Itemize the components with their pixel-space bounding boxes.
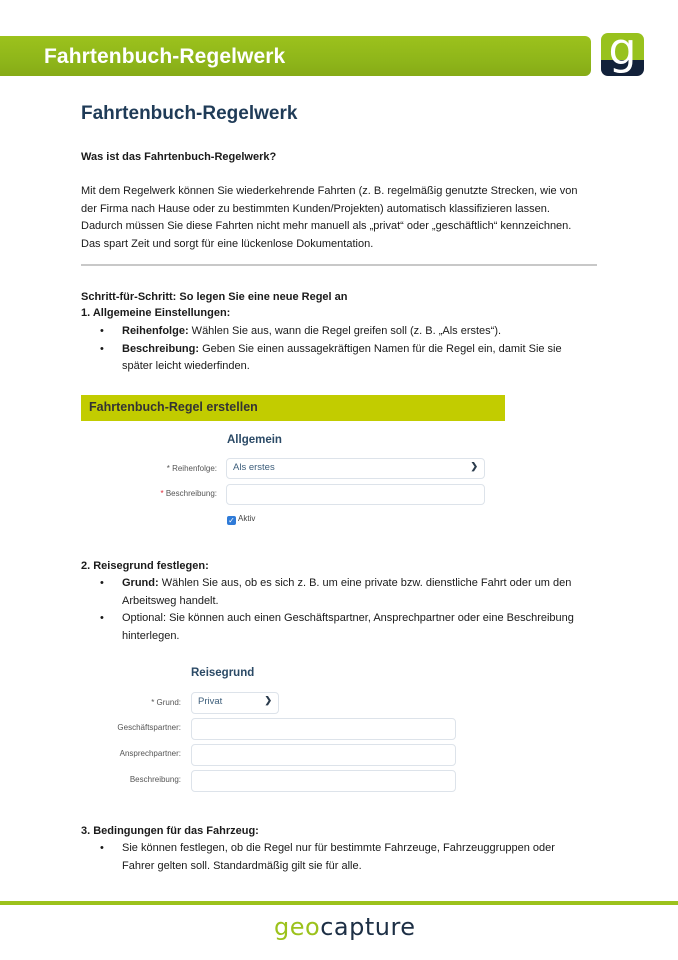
geocapture-logo: geocapture [274,913,416,941]
logo-letter: g [608,33,637,75]
list-item: • Grund: Wählen Sie aus, ob es sich z. B. um eine private bzw. dienstliche Fahrt oder um den Arbeitsweg handelt. [100,575,574,610]
chevron-down-icon: ❯ [470,461,478,471]
beschreibung-label: * Beschreibung: [160,489,217,498]
geschaeftspartner-label: Geschäftspartner: [117,723,181,732]
intro-heading: Was ist das Fahrtenbuch-Regelwerk? [81,151,277,163]
intro-paragraph [81,183,577,253]
reihenfolge-select[interactable] [226,458,485,479]
form-header-title: Fahrtenbuch-Regel erstellen [89,400,258,414]
reisegrund-beschreibung-label: Beschreibung: [129,775,181,784]
grund-value: Privat [198,696,223,707]
ansprechpartner-label: Ansprechpartner: [119,749,181,758]
intro-line: Dadurch müssen Sie diese Fahrten nicht mehr manuell als „privat“ oder „geschäftlich“ kennzeichnen. [81,220,572,232]
section-heading-reisegrund: Reisegrund [191,667,255,679]
geocapture-g-logo [601,33,644,76]
step3-heading: 3. Bedingungen für das Fahrzeug: [81,825,259,837]
step2-heading: 2. Reisegrund festlegen: [81,560,209,572]
list-item: • Optional: Sie können auch einen Geschäftspartner, Ansprechpartner oder eine Beschreibung hinterlegen. [100,610,574,645]
aktiv-checkbox[interactable]: ✓ [228,516,235,525]
section-heading-allgemein: Allgemein [227,434,282,446]
list-item: • Reihenfolge: Wählen Sie aus, wann die Regel greifen soll (z. B. „Als erstes“). [100,323,562,341]
ansprechpartner-input[interactable] [191,744,456,766]
reihenfolge-label: * Reihenfolge: [166,464,217,473]
reisegrund-beschreibung-input[interactable] [191,770,456,792]
list-item: • Beschreibung: Geben Sie einen aussagekräftigen Namen für die Regel ein, damit Sie sie später leicht wiederfinden. [100,341,562,376]
intro-line: Mit dem Regelwerk können Sie wiederkehrende Fahrten (z. B. regelmäßig genutzte Strecken, wie von [81,185,578,197]
header-title: Fahrtenbuch-Regelwerk [44,45,286,68]
chevron-down-icon: ❯ [264,695,272,705]
grund-label: * Grund: [151,698,181,707]
list-item: • Sie können festlegen, ob die Regel nur für bestimmte Fahrzeuge, Fahrzeuggruppen oder Fahrer gelten soll. Standardmäßig gilt sie für alle. [100,840,555,875]
step3-bullets [100,840,555,875]
form-header-bar [81,395,505,421]
document-title: Fahrtenbuch-Regelwerk [81,103,298,124]
step1-bullets [100,323,562,376]
intro-line: Das spart Zeit und sorgt für eine lückenlose Dokumentation. [81,237,374,250]
geschaeftspartner-input[interactable] [191,718,456,740]
reihenfolge-value: Als erstes [233,462,275,473]
divider [81,264,597,266]
footer-divider [0,901,678,905]
aktiv-label: Aktiv [238,514,256,523]
step2-bullets [100,575,574,645]
step1-heading: 1. Allgemeine Einstellungen: [81,307,231,319]
grund-select[interactable] [191,692,279,714]
beschreibung-input[interactable] [226,484,485,505]
intro-line: der Firma nach Hause oder zu bestimmten Kunden/Projekten) automatisch klassifizieren lassen. [81,202,550,215]
steps-heading: Schritt-für-Schritt: So legen Sie eine neue Regel an [81,291,348,303]
